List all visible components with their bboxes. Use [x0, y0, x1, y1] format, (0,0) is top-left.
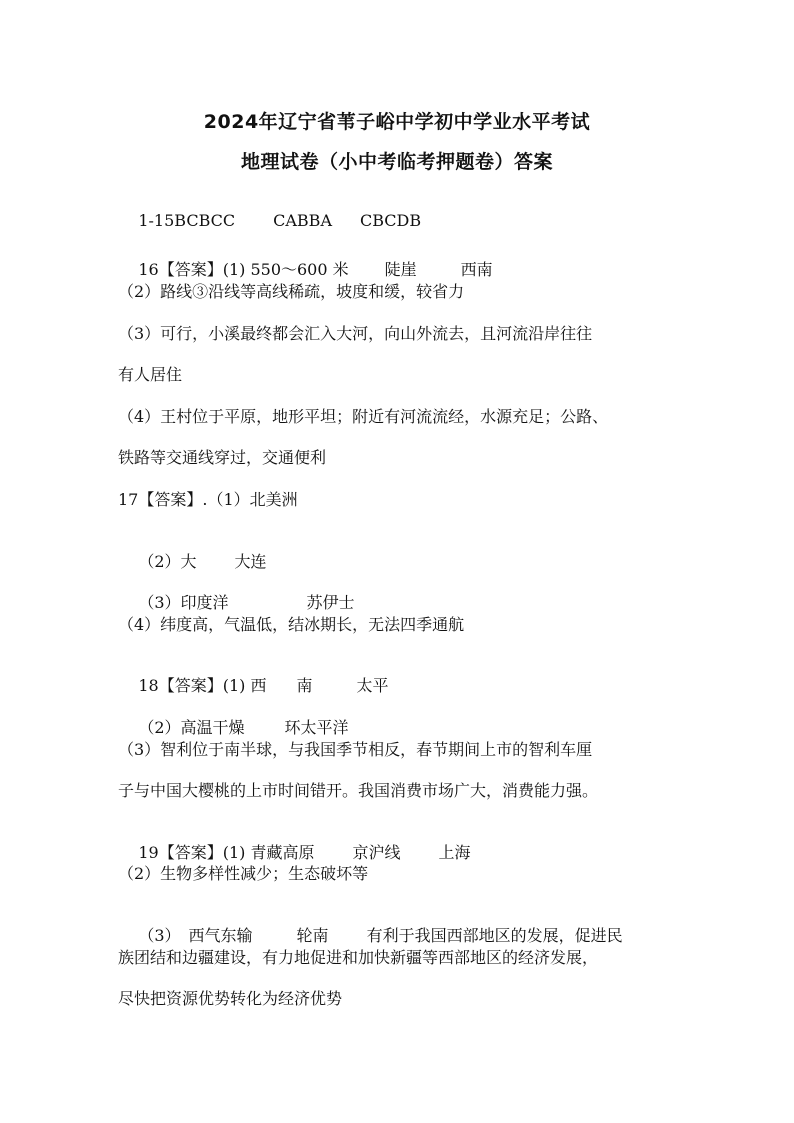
document-title: 2024年辽宁省苇子峪中学初中学业水平考试 [203, 111, 591, 133]
q18-answer-1: 18【答案】(1) 西 南 太平 [138, 676, 389, 695]
q17-answer-1: 17【答案】.（1）北美洲 [118, 490, 298, 509]
q17-answer-4: （4）纬度高，气温低，结冰期长，无法四季通航 [118, 615, 465, 634]
q19-answer-1: 19【答案】(1) 青藏高原 京沪线 上海 [138, 843, 471, 862]
q16-answer-1: 16【答案】(1) 550～600 米 陡崖 西南 [138, 260, 493, 279]
q16-answer-4-line2: 铁路等交通线穿过，交通便利 [118, 448, 327, 467]
q18-answer-3-line1: （3）智利位于南半球，与我国季节相反，春节期间上市的智利车厘 [118, 740, 593, 759]
q18-answer-2: （2）高温干燥 环太平洋 [138, 718, 349, 737]
q17-answer-2: （2）大 大连 [138, 552, 267, 571]
q16-answer-3-line1: （3）可行，小溪最终都会汇入大河，向山外流去，且河流沿岸往往 [118, 324, 593, 343]
q19-answer-3-line1: （3） 西气东输 轮南 有利于我国西部地区的发展，促进民 [138, 926, 623, 945]
document-subtitle: 地理试卷（小中考临考押题卷）答案 [240, 151, 553, 173]
q17-answer-3: （3）印度洋 苏伊士 [138, 593, 355, 612]
q19-answer-3-line3: 尽快把资源优势转化为经济优势 [118, 989, 343, 1008]
q18-answer-3-line2: 子与中国大樱桃的上市时间错开。我国消费市场广大，消费能力强。 [118, 781, 599, 800]
choice-answers-2: CABBA [273, 211, 332, 230]
q16-answer-3-line2: 有人居住 [118, 365, 183, 384]
q19-answer-2: （2）生物多样性减少；生态破坏等 [118, 864, 369, 883]
q16-answer-4-line1: （4）王村位于平原，地形平坦；附近有河流流经，水源充足；公路、 [118, 407, 609, 426]
choice-answers-3: CBCDB [360, 211, 422, 230]
choice-answers-1: 1-15BCBCC [138, 211, 236, 230]
q19-answer-3-line2: 族团结和边疆建设，有力地促进和加快新疆等西部地区的经济发展， [118, 948, 599, 967]
q16-answer-2: （2）路线③沿线等高线稀疏，坡度和缓，较省力 [118, 282, 465, 301]
